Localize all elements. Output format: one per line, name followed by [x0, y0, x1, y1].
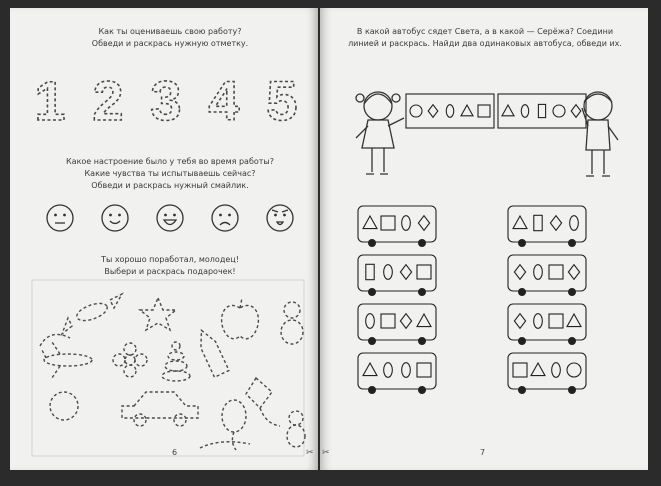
ball-icon[interactable] — [50, 392, 78, 420]
left-page — [10, 8, 318, 470]
mood-instruction-line-2: Какие чувства ты испытываешь сейчас? — [84, 169, 256, 178]
circle-shape — [410, 105, 422, 117]
bus-right-1[interactable] — [508, 206, 586, 247]
bus-left-2[interactable] — [358, 255, 436, 296]
triangle-shape — [363, 216, 377, 229]
grade-4[interactable]: 4 — [208, 69, 240, 132]
oval-shape — [534, 265, 543, 280]
girl-sign-board — [406, 94, 494, 128]
triangle-shape — [461, 105, 473, 116]
bus-right-4[interactable] — [508, 353, 586, 394]
star-icon[interactable] — [140, 298, 176, 330]
rhombus-shape — [428, 105, 438, 118]
smiley-very-happy-icon[interactable] — [157, 205, 183, 231]
grade-1[interactable]: 1 — [34, 69, 66, 132]
scissors-mark-left: ✂ — [306, 448, 314, 458]
bus-instruction-line-2: линией и раскрась. Найди два одинаковых автобуса, обведи их. — [348, 39, 622, 48]
rectangle-shape — [538, 104, 545, 117]
mood-instruction — [50, 156, 290, 192]
oval-shape — [402, 363, 411, 378]
oval-shape — [570, 216, 579, 231]
oval-shape — [402, 216, 411, 231]
smiley-happy-icon[interactable] — [102, 205, 128, 231]
scissors-mark-right: ✂ — [322, 448, 330, 458]
square-shape — [478, 105, 490, 117]
doll-icon[interactable] — [281, 302, 303, 344]
gift-instruction — [70, 254, 270, 278]
rocket-icon[interactable] — [194, 327, 229, 377]
rhombus-shape — [568, 265, 579, 280]
candy-icon[interactable] — [62, 294, 122, 334]
gift-instruction-line-1: Ты хорошо поработал, молодец! — [101, 255, 239, 264]
apple-icon[interactable] — [222, 298, 259, 339]
oval-shape — [366, 314, 375, 329]
circle-shape — [553, 105, 565, 117]
triangle-shape — [531, 363, 545, 376]
flower-icon[interactable] — [113, 343, 147, 377]
rating-instruction-line-1: Как ты оцениваешь свою работу? — [98, 27, 242, 36]
oval-shape — [534, 314, 543, 329]
bus-left-4[interactable] — [358, 353, 436, 394]
oval-shape — [384, 363, 393, 378]
airplane-icon[interactable] — [42, 342, 92, 378]
kite-icon[interactable] — [246, 378, 280, 426]
rating-instruction-line-2: Обведи и раскрась нужную отметку. — [91, 39, 249, 48]
triangle-shape — [417, 314, 431, 327]
bus-right-3[interactable] — [508, 304, 586, 345]
square-shape — [381, 314, 395, 328]
rhombus-shape — [550, 216, 561, 231]
rhombus-shape — [514, 265, 525, 280]
right-page — [320, 8, 648, 470]
gift-instruction-line-2: Выбери и раскрась подарочек! — [104, 267, 236, 276]
square-shape — [417, 363, 431, 377]
triangle-shape — [513, 216, 527, 229]
oval-shape — [521, 105, 528, 118]
page-number-left: 6 — [172, 448, 178, 457]
smileys-row — [47, 205, 293, 231]
grade-2[interactable]: 2 — [92, 69, 124, 132]
smiley-neutral-icon[interactable] — [47, 205, 73, 231]
car-icon[interactable] — [122, 392, 198, 426]
boy-serezha-figure — [582, 92, 618, 176]
square-shape — [513, 363, 527, 377]
rhombus-shape — [400, 314, 411, 329]
smiley-sad-icon[interactable] — [212, 205, 238, 231]
left-illustrations — [10, 8, 318, 470]
rhombus-shape — [418, 216, 429, 231]
square-shape — [549, 314, 563, 328]
bus-right-2[interactable] — [508, 255, 586, 296]
rectangle-shape — [366, 264, 374, 279]
oval-shape — [552, 363, 561, 378]
buses-grid — [358, 206, 586, 394]
rhombus-shape — [571, 105, 581, 118]
grade-5[interactable]: 5 — [266, 69, 298, 132]
bus-instruction-line-1: В какой автобус сядет Света, а в какой — Серёжа? Соедини — [356, 27, 614, 36]
oval-shape — [446, 105, 453, 118]
triangle-shape — [567, 314, 581, 327]
dotted-trail — [40, 334, 250, 448]
girl-svetа-figure — [356, 92, 404, 174]
boy-sign-shapes — [502, 104, 581, 117]
page-number-right: 7 — [480, 448, 486, 457]
grades-row — [34, 69, 297, 132]
rectangle-shape — [534, 215, 542, 230]
triangle-shape — [502, 105, 514, 116]
girl-sign-shapes — [410, 105, 490, 118]
grade-3[interactable]: 3 — [150, 69, 182, 132]
pyramid-toy-icon[interactable] — [162, 342, 190, 381]
bus-left-1[interactable] — [358, 206, 436, 247]
right-illustrations — [320, 8, 648, 470]
gifts-frame — [32, 280, 304, 456]
teddy-bear-icon[interactable] — [287, 411, 305, 447]
rhombus-shape — [514, 314, 525, 329]
oval-shape — [384, 265, 393, 280]
square-shape — [549, 265, 563, 279]
mood-instruction-line-3: Обведи и раскрась нужный смайлик. — [91, 181, 249, 190]
bus-left-3[interactable] — [358, 304, 436, 345]
circle-shape — [567, 363, 581, 377]
triangle-shape — [363, 363, 377, 376]
mood-instruction-line-1: Какое настроение было у тебя во время работы? — [66, 157, 274, 166]
square-shape — [417, 265, 431, 279]
rhombus-shape — [400, 265, 411, 280]
square-shape — [381, 216, 395, 230]
smiley-angry-icon[interactable] — [267, 205, 293, 231]
